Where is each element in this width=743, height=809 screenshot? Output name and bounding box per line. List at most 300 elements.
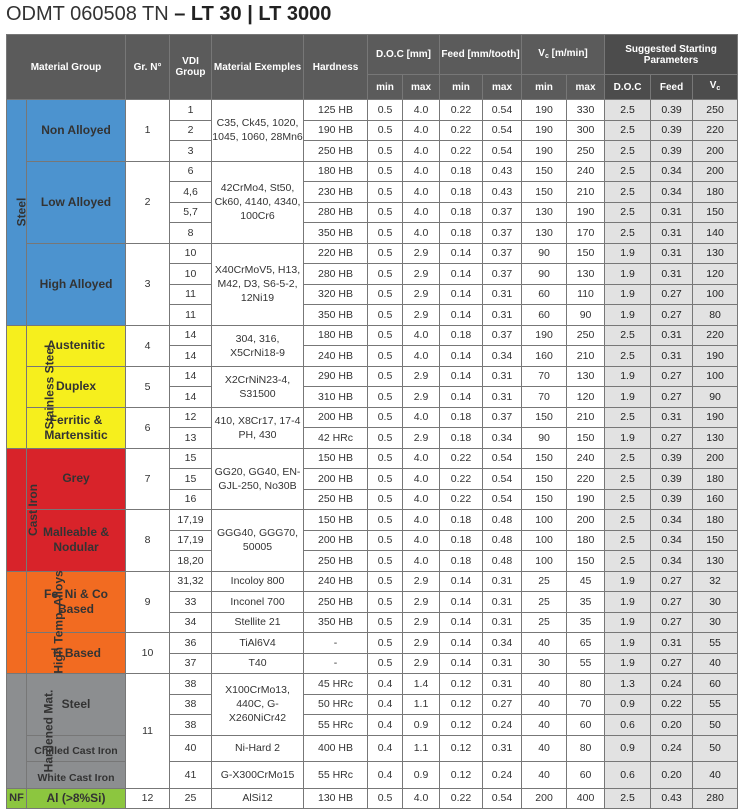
value-cell-fmax: 0.37 (483, 202, 522, 223)
suggested-cell-sd: 2.5 (605, 551, 651, 572)
value-cell-dmin: 0.5 (368, 100, 403, 121)
value-cell-dmax: 2.9 (403, 305, 440, 326)
value-cell-dmax: 2.9 (403, 428, 440, 449)
suggested-cell-sf: 0.31 (651, 633, 693, 654)
value-cell-dmin: 0.4 (368, 694, 403, 715)
value-cell-dmin: 0.5 (368, 120, 403, 141)
value-cell-fmax: 0.54 (483, 100, 522, 121)
value-cell-hard: 200 HB (304, 530, 368, 551)
value-cell-vmin: 40 (522, 633, 567, 654)
suggested-cell-sf: 0.39 (651, 141, 693, 162)
value-cell-hard: 180 HB (304, 161, 368, 182)
suggested-cell-sd: 1.9 (605, 243, 651, 264)
suggested-cell-sd: 1.9 (605, 633, 651, 654)
value-cell-vmin: 90 (522, 243, 567, 264)
page-title (6, 3, 331, 26)
header-suggested-vc (693, 75, 738, 100)
value-cell-fmax: 0.48 (483, 530, 522, 551)
vdi-cell: 6 (170, 161, 212, 182)
suggested-cell-sv: 130 (693, 428, 738, 449)
vdi-cell: 8 (170, 223, 212, 244)
value-cell-vmin: 25 (522, 592, 567, 613)
suggested-cell-sd: 1.9 (605, 612, 651, 633)
material-example-cell: Inconel 700 (212, 592, 304, 613)
value-cell-fmax: 0.43 (483, 161, 522, 182)
value-cell-dmax: 2.9 (403, 571, 440, 592)
header-vc-unit: [m/min] (548, 47, 588, 59)
title-product-1: LT 30 (190, 3, 242, 25)
table-header (7, 35, 738, 100)
vdi-cell: 18,20 (170, 551, 212, 572)
value-cell-dmax: 2.9 (403, 264, 440, 285)
header-gr-no: Gr. N° (126, 35, 170, 100)
title-prefix: ODMT 060508 TN (6, 3, 169, 25)
group-cell-malleable: Malleable & Nodular (27, 510, 126, 572)
value-cell-fmin: 0.18 (440, 182, 483, 203)
value-cell-fmax: 0.31 (483, 735, 522, 762)
value-cell-dmin: 0.5 (368, 366, 403, 387)
vdi-cell: 12 (170, 407, 212, 428)
value-cell-vmax: 240 (567, 448, 605, 469)
suggested-cell-sf: 0.27 (651, 305, 693, 326)
value-cell-dmin: 0.5 (368, 284, 403, 305)
value-cell-hard: 290 HB (304, 366, 368, 387)
value-cell-fmax: 0.54 (483, 141, 522, 162)
value-cell-fmin: 0.14 (440, 366, 483, 387)
suggested-cell-sv: 190 (693, 346, 738, 367)
suggested-cell-sv: 100 (693, 284, 738, 305)
value-cell-fmax: 0.31 (483, 366, 522, 387)
value-cell-fmax: 0.24 (483, 762, 522, 789)
material-example-cell: TiAl6V4 (212, 633, 304, 654)
suggested-cell-sf: 0.20 (651, 762, 693, 789)
suggested-cell-sd: 2.5 (605, 325, 651, 346)
suggested-cell-sf: 0.31 (651, 346, 693, 367)
suggested-cell-sf: 0.27 (651, 592, 693, 613)
value-cell-vmin: 25 (522, 612, 567, 633)
value-cell-dmin: 0.5 (368, 489, 403, 510)
suggested-cell-sv: 200 (693, 161, 738, 182)
value-cell-fmax: 0.27 (483, 694, 522, 715)
suggested-cell-sd: 2.5 (605, 161, 651, 182)
value-cell-dmin: 0.5 (368, 264, 403, 285)
value-cell-vmax: 45 (567, 571, 605, 592)
table-row (7, 735, 738, 762)
suggested-cell-sf: 0.39 (651, 120, 693, 141)
value-cell-hard: - (304, 633, 368, 654)
group-cell-chilled: Chilled Cast Iron (27, 735, 126, 762)
value-cell-vmax: 60 (567, 762, 605, 789)
value-cell-dmin: 0.5 (368, 788, 403, 809)
material-example-cell: GGG40, GGG70, 50005 (212, 510, 304, 572)
value-cell-dmax: 4.0 (403, 100, 440, 121)
suggested-cell-sv: 50 (693, 715, 738, 736)
value-cell-dmax: 2.9 (403, 243, 440, 264)
header-suggested-vc-subscript: c (716, 85, 721, 92)
value-cell-hard: 190 HB (304, 120, 368, 141)
value-cell-hard: 150 HB (304, 510, 368, 531)
value-cell-fmin: 0.14 (440, 612, 483, 633)
gr-number-cell: 2 (126, 161, 170, 243)
vdi-cell: 10 (170, 264, 212, 285)
vdi-cell: 38 (170, 694, 212, 715)
vdi-cell: 33 (170, 592, 212, 613)
vdi-cell: 31,32 (170, 571, 212, 592)
value-cell-vmax: 170 (567, 223, 605, 244)
vdi-cell: 17,19 (170, 510, 212, 531)
group-cell-low_alloyed: Low Alloyed (27, 161, 126, 243)
suggested-cell-sv: 50 (693, 735, 738, 762)
header-vdi-group: VDI Group (170, 35, 212, 100)
value-cell-fmax: 0.34 (483, 633, 522, 654)
value-cell-dmin: 0.5 (368, 182, 403, 203)
category-cell-steel (7, 100, 27, 326)
header-suggested-doc: D.O.C (605, 75, 651, 100)
header-vc-subscript: c (544, 52, 549, 60)
suggested-cell-sv: 250 (693, 100, 738, 121)
value-cell-fmin: 0.14 (440, 284, 483, 305)
value-cell-fmin: 0.12 (440, 694, 483, 715)
suggested-cell-sd: 2.5 (605, 448, 651, 469)
value-cell-dmin: 0.5 (368, 428, 403, 449)
value-cell-fmin: 0.14 (440, 387, 483, 408)
value-cell-vmin: 190 (522, 141, 567, 162)
value-cell-dmin: 0.4 (368, 762, 403, 789)
vdi-cell: 14 (170, 366, 212, 387)
value-cell-hard: 200 HB (304, 407, 368, 428)
gr-number-cell: 3 (126, 243, 170, 325)
gr-number-cell: 10 (126, 633, 170, 674)
suggested-cell-sv: 280 (693, 788, 738, 809)
material-example-cell: Ni-Hard 2 (212, 735, 304, 762)
value-cell-vmax: 150 (567, 428, 605, 449)
vdi-cell: 36 (170, 633, 212, 654)
suggested-cell-sd: 1.9 (605, 305, 651, 326)
title-separator: | (241, 3, 259, 25)
value-cell-fmin: 0.18 (440, 223, 483, 244)
group-cell-fe_ni_co: Fe, Ni & Co Based (27, 571, 126, 633)
group-cell-duplex: Duplex (27, 366, 126, 407)
suggested-cell-sd: 0.6 (605, 762, 651, 789)
table-row (7, 510, 738, 531)
value-cell-hard: 250 HB (304, 551, 368, 572)
vdi-cell: 38 (170, 674, 212, 695)
value-cell-fmin: 0.12 (440, 735, 483, 762)
value-cell-hard: 42 HRc (304, 428, 368, 449)
suggested-cell-sv: 30 (693, 592, 738, 613)
value-cell-dmin: 0.5 (368, 407, 403, 428)
value-cell-fmin: 0.14 (440, 592, 483, 613)
value-cell-vmax: 240 (567, 161, 605, 182)
suggested-cell-sd: 2.5 (605, 407, 651, 428)
value-cell-vmin: 40 (522, 735, 567, 762)
suggested-cell-sv: 130 (693, 243, 738, 264)
header-suggested-feed: Feed (651, 75, 693, 100)
vdi-cell: 17,19 (170, 530, 212, 551)
value-cell-dmin: 0.5 (368, 633, 403, 654)
value-cell-fmin: 0.18 (440, 530, 483, 551)
value-cell-vmax: 120 (567, 387, 605, 408)
table-row (7, 448, 738, 469)
vdi-cell: 1 (170, 100, 212, 121)
vdi-cell: 38 (170, 715, 212, 736)
category-cell-hardened (7, 674, 56, 789)
value-cell-hard: 280 HB (304, 202, 368, 223)
value-cell-fmax: 0.43 (483, 182, 522, 203)
suggested-cell-sd: 1.9 (605, 428, 651, 449)
material-example-cell: AlSi12 (212, 788, 304, 809)
vdi-cell: 11 (170, 284, 212, 305)
suggested-cell-sf: 0.31 (651, 325, 693, 346)
header-doc-min: min (368, 75, 403, 100)
material-example-cell: C35, Ck45, 1020, 1045, 1060, 28Mn6 (212, 100, 304, 162)
value-cell-dmin: 0.5 (368, 346, 403, 367)
value-cell-hard: 230 HB (304, 182, 368, 203)
vdi-cell: 15 (170, 448, 212, 469)
value-cell-vmin: 100 (522, 551, 567, 572)
value-cell-vmin: 190 (522, 325, 567, 346)
header-vc-max: max (567, 75, 605, 100)
header-suggested-vc-label: V (709, 80, 717, 91)
value-cell-fmax: 0.54 (483, 469, 522, 490)
value-cell-fmax: 0.31 (483, 387, 522, 408)
value-cell-dmax: 4.0 (403, 161, 440, 182)
value-cell-fmin: 0.14 (440, 633, 483, 654)
suggested-cell-sv: 100 (693, 366, 738, 387)
value-cell-hard: 55 HRc (304, 715, 368, 736)
value-cell-dmax: 4.0 (403, 510, 440, 531)
suggested-cell-sf: 0.27 (651, 428, 693, 449)
value-cell-hard: 250 HB (304, 489, 368, 510)
value-cell-vmin: 150 (522, 182, 567, 203)
value-cell-vmin: 200 (522, 788, 567, 809)
value-cell-vmin: 150 (522, 161, 567, 182)
vdi-cell: 37 (170, 653, 212, 674)
value-cell-vmin: 150 (522, 407, 567, 428)
suggested-cell-sf: 0.39 (651, 469, 693, 490)
suggested-cell-sf: 0.34 (651, 551, 693, 572)
category-cell-hta (7, 570, 66, 674)
value-cell-fmin: 0.18 (440, 510, 483, 531)
group-cell-non_alloyed: Non Alloyed (27, 100, 126, 162)
value-cell-vmin: 40 (522, 715, 567, 736)
value-cell-dmax: 4.0 (403, 448, 440, 469)
suggested-cell-sv: 120 (693, 264, 738, 285)
suggested-cell-sv: 30 (693, 612, 738, 633)
suggested-cell-sd: 2.5 (605, 120, 651, 141)
title-product-2: LT 3000 (258, 3, 332, 25)
value-cell-fmin: 0.22 (440, 448, 483, 469)
value-cell-dmax: 4.0 (403, 120, 440, 141)
value-cell-fmax: 0.37 (483, 223, 522, 244)
suggested-cell-sv: 180 (693, 510, 738, 531)
value-cell-hard: - (304, 653, 368, 674)
suggested-cell-sd: 1.3 (605, 674, 651, 695)
value-cell-vmin: 70 (522, 387, 567, 408)
material-example-cell: Stellite 21 (212, 612, 304, 633)
table-row (7, 243, 738, 264)
value-cell-dmax: 1.1 (403, 694, 440, 715)
suggested-cell-sv: 160 (693, 489, 738, 510)
suggested-cell-sv: 220 (693, 325, 738, 346)
suggested-cell-sv: 180 (693, 182, 738, 203)
vdi-cell: 4,6 (170, 182, 212, 203)
gr-number-cell: 6 (126, 407, 170, 448)
value-cell-fmax: 0.48 (483, 510, 522, 531)
value-cell-dmax: 2.9 (403, 387, 440, 408)
material-example-cell: Incoloy 800 (212, 571, 304, 592)
value-cell-vmax: 190 (567, 202, 605, 223)
value-cell-vmax: 65 (567, 633, 605, 654)
table-row (7, 633, 738, 654)
vdi-cell: 41 (170, 762, 212, 789)
gr-number-cell: 4 (126, 325, 170, 366)
group-cell-austenitic: Austenitic (27, 325, 126, 366)
value-cell-dmax: 4.0 (403, 788, 440, 809)
suggested-cell-sv: 90 (693, 387, 738, 408)
material-example-cell: X100CrMo13, 440C, G-X260NiCr42 (212, 674, 304, 736)
vdi-cell: 14 (170, 387, 212, 408)
value-cell-fmax: 0.31 (483, 592, 522, 613)
group-cell-al: Al (>8%Si) (27, 788, 126, 809)
value-cell-vmax: 60 (567, 715, 605, 736)
value-cell-fmax: 0.31 (483, 612, 522, 633)
vdi-cell: 10 (170, 243, 212, 264)
vdi-cell: 14 (170, 346, 212, 367)
value-cell-fmin: 0.22 (440, 141, 483, 162)
table-row (7, 571, 738, 592)
value-cell-vmax: 130 (567, 264, 605, 285)
material-example-cell: X2CrNiN23-4, S31500 (212, 366, 304, 407)
value-cell-hard: 200 HB (304, 469, 368, 490)
suggested-cell-sf: 0.39 (651, 448, 693, 469)
table-row (7, 161, 738, 182)
header-feed-min: min (440, 75, 483, 100)
value-cell-hard: 320 HB (304, 284, 368, 305)
value-cell-vmin: 90 (522, 428, 567, 449)
suggested-cell-sf: 0.31 (651, 202, 693, 223)
gr-number-cell: 5 (126, 366, 170, 407)
value-cell-vmin: 150 (522, 448, 567, 469)
table-row (7, 762, 738, 789)
material-example-cell: 410, X8Cr17, 17-4 PH, 430 (212, 407, 304, 448)
value-cell-dmin: 0.5 (368, 305, 403, 326)
gr-number-cell: 8 (126, 510, 170, 572)
value-cell-fmax: 0.34 (483, 428, 522, 449)
value-cell-fmax: 0.31 (483, 674, 522, 695)
suggested-cell-sd: 1.9 (605, 366, 651, 387)
value-cell-hard: 125 HB (304, 100, 368, 121)
value-cell-dmax: 4.0 (403, 325, 440, 346)
value-cell-fmax: 0.37 (483, 325, 522, 346)
value-cell-vmax: 220 (567, 469, 605, 490)
material-example-cell: 42CrMo4, St50, Ck60, 4140, 4340, 100Cr6 (212, 161, 304, 243)
value-cell-fmax: 0.54 (483, 448, 522, 469)
suggested-cell-sf: 0.24 (651, 674, 693, 695)
group-cell-white: White Cast Iron (27, 762, 126, 789)
value-cell-dmax: 1.4 (403, 674, 440, 695)
suggested-cell-sv: 140 (693, 223, 738, 244)
value-cell-fmin: 0.14 (440, 571, 483, 592)
category-cell-nf: NF (7, 788, 27, 809)
value-cell-fmin: 0.22 (440, 489, 483, 510)
value-cell-fmin: 0.14 (440, 653, 483, 674)
value-cell-fmin: 0.14 (440, 243, 483, 264)
value-cell-fmax: 0.54 (483, 120, 522, 141)
gr-number-cell: 9 (126, 571, 170, 633)
value-cell-vmin: 60 (522, 284, 567, 305)
value-cell-dmax: 4.0 (403, 182, 440, 203)
suggested-cell-sv: 150 (693, 202, 738, 223)
value-cell-dmax: 2.9 (403, 612, 440, 633)
value-cell-dmax: 4.0 (403, 141, 440, 162)
suggested-cell-sf: 0.34 (651, 182, 693, 203)
value-cell-fmax: 0.54 (483, 788, 522, 809)
value-cell-hard: 350 HB (304, 305, 368, 326)
table-row (7, 100, 738, 121)
suggested-cell-sd: 0.9 (605, 694, 651, 715)
table-row (7, 366, 738, 387)
value-cell-dmin: 0.5 (368, 387, 403, 408)
value-cell-dmin: 0.5 (368, 530, 403, 551)
value-cell-dmax: 4.0 (403, 469, 440, 490)
value-cell-vmax: 250 (567, 325, 605, 346)
value-cell-hard: 180 HB (304, 325, 368, 346)
suggested-cell-sf: 0.34 (651, 530, 693, 551)
value-cell-dmax: 2.9 (403, 592, 440, 613)
suggested-cell-sf: 0.34 (651, 161, 693, 182)
value-cell-dmax: 2.9 (403, 366, 440, 387)
group-cell-grey: Grey (27, 448, 126, 510)
value-cell-dmin: 0.5 (368, 448, 403, 469)
value-cell-fmin: 0.22 (440, 788, 483, 809)
suggested-cell-sf: 0.27 (651, 653, 693, 674)
value-cell-hard: 350 HB (304, 612, 368, 633)
value-cell-vmax: 250 (567, 141, 605, 162)
table-row (7, 407, 738, 428)
value-cell-vmin: 40 (522, 694, 567, 715)
value-cell-hard: 150 HB (304, 448, 368, 469)
value-cell-dmax: 2.9 (403, 653, 440, 674)
value-cell-dmax: 1.1 (403, 735, 440, 762)
value-cell-vmin: 190 (522, 100, 567, 121)
header-feed-max: max (483, 75, 522, 100)
value-cell-fmax: 0.34 (483, 346, 522, 367)
value-cell-vmin: 60 (522, 305, 567, 326)
vdi-cell: 34 (170, 612, 212, 633)
value-cell-fmin: 0.18 (440, 202, 483, 223)
suggested-cell-sf: 0.27 (651, 612, 693, 633)
suggested-cell-sd: 1.9 (605, 653, 651, 674)
value-cell-vmin: 190 (522, 120, 567, 141)
suggested-cell-sv: 180 (693, 469, 738, 490)
value-cell-vmax: 210 (567, 407, 605, 428)
suggested-cell-sv: 220 (693, 120, 738, 141)
value-cell-vmax: 150 (567, 243, 605, 264)
category-cell-stainless (7, 325, 57, 448)
category-label: Hardened Mat. (41, 689, 56, 773)
header-vc (522, 35, 605, 75)
header-suggested-parameters: Suggested Starting Parameters (605, 35, 738, 75)
value-cell-vmin: 100 (522, 510, 567, 531)
value-cell-fmax: 0.54 (483, 489, 522, 510)
table-body (7, 100, 738, 809)
value-cell-fmin: 0.12 (440, 762, 483, 789)
value-cell-vmin: 130 (522, 202, 567, 223)
value-cell-fmin: 0.18 (440, 161, 483, 182)
value-cell-vmax: 80 (567, 735, 605, 762)
value-cell-dmax: 4.0 (403, 530, 440, 551)
